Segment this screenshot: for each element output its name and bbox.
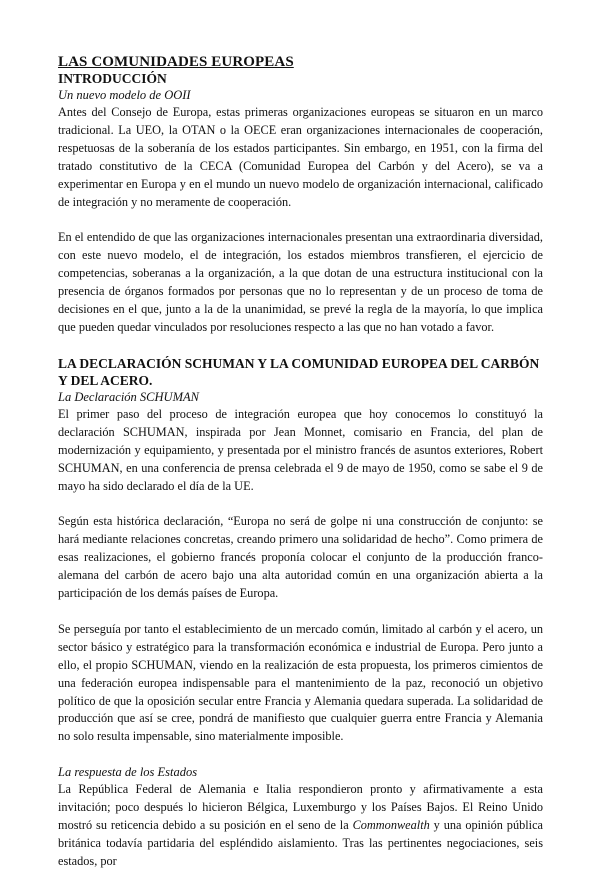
subheading-respuesta-estados: La respuesta de los Estados — [58, 765, 198, 780]
document-title: LAS COMUNIDADES EUROPEAS — [58, 54, 294, 70]
section-heading-introduccion: INTRODUCCIÓN — [58, 71, 167, 86]
paragraph-intro-1: Antes del Consejo de Europa, estas primeras organizaciones europeas se situaron en un marco tradicional. La UEO, la OTAN o la OECE eran organizaciones internacionales de cooperación, respetuosas de la soberanía de los estados participantes. Sin embargo, en 1951, con la firma del tratado constitutivo de la CECA (Comunidad Europea del Carbón y del Acero), se va a experimentar en Europa y en el mundo un nuevo modelo de organización internacional, calificado de integración y no meramente de cooperación. — [58, 105, 543, 209]
document-page — [58, 54, 543, 871]
paragraph-intro-2: En el entendido de que las organizaciones internacionales presentan una extraordinaria diversidad, con este nuevo modelo, el de integración, los estados miembros transfieren, el ejercicio de competencias, soberanas a la organización, a la que dotan de una estructura institucional con la presencia de órganos formados por personas que no lo representan y de un proceso de toma de decisiones en el que, junto a la de la unanimidad, se prevé la regla de la mayoría, lo que implica que pueden quedar vinculados por resoluciones respecto a las que no han votado a favor. — [58, 230, 543, 334]
section-heading-schuman: LA DECLARACIÓN SCHUMAN Y LA COMUNIDAD EUROPEA DEL CARBÓN Y DEL ACERO. — [58, 355, 540, 388]
paragraph-respuesta-commonwealth: Commonwealth — [352, 818, 430, 833]
paragraph-respuesta-part-2: y una opinión pública británica todavía partidaria del espléndido aislamiento. Tras las pertinentes negociaciones, seis estados, por — [58, 818, 543, 868]
paragraph-respuesta — [58, 781, 543, 871]
paragraph-respuesta-part-1: La República Federal de Alemania e Italia respondieron pronto y afirmativamente a esta invitación; poco después lo hicieron Bélgica, Luxemburgo y los Países Bajos. El Reino Unido mostró su reticencia debido a su posición en el seno de la — [58, 782, 543, 833]
paragraph-schuman-3: Se perseguía por tanto el establecimiento de un mercado común, limitado al carbón y el acero, un sector básico y estratégico para la transformación económica e industrial de Europa. Pero junto a ello, el propio SCHUMAN, viendo en la realización de esta propuesta, los primeros cimientos de una federación europea indispensable para el mantenimiento de la paz, reconoció un objetivo político de que la oposición secular entre Francia y Alemania quedara superada. La solidaridad de producción que así se cree, pondrá de manifiesto que cualquier guerra entre Francia y Alemania no solo resulta impensable, sino materialmente imposible. — [58, 621, 543, 744]
subheading-declaracion-schuman: La Declaración SCHUMAN — [58, 389, 199, 404]
paragraph-schuman-2: Según esta histórica declaración, “Europa no será de golpe ni una construcción de conjunto: se hará mediante relaciones concretas, creando primero una solidaridad de hecho”. Como primera de esas realizaciones, el gobierno francés proponía colocar el conjunto de la producción franco-alemana del carbón de acero bajo una alta autoridad común en una organización abierta a la participación de los demás países de Europa. — [58, 514, 543, 601]
paragraph-schuman-1: El primer paso del proceso de integración europea que hoy conocemos lo constituyó la declaración SCHUMAN, inspirada por Jean Monnet, comisario en Francia, del plan de modernización y equipamiento, y presentada por el ministro francés de asuntos exteriores, Robert SCHUMAN, en una conferencia de prensa celebrada el 9 de mayo de 1950, como se sabe el 9 de mayo ha sido declarado el día de la UE. — [58, 406, 543, 493]
subheading-nuevo-modelo: Un nuevo modelo de OOII — [58, 88, 191, 102]
